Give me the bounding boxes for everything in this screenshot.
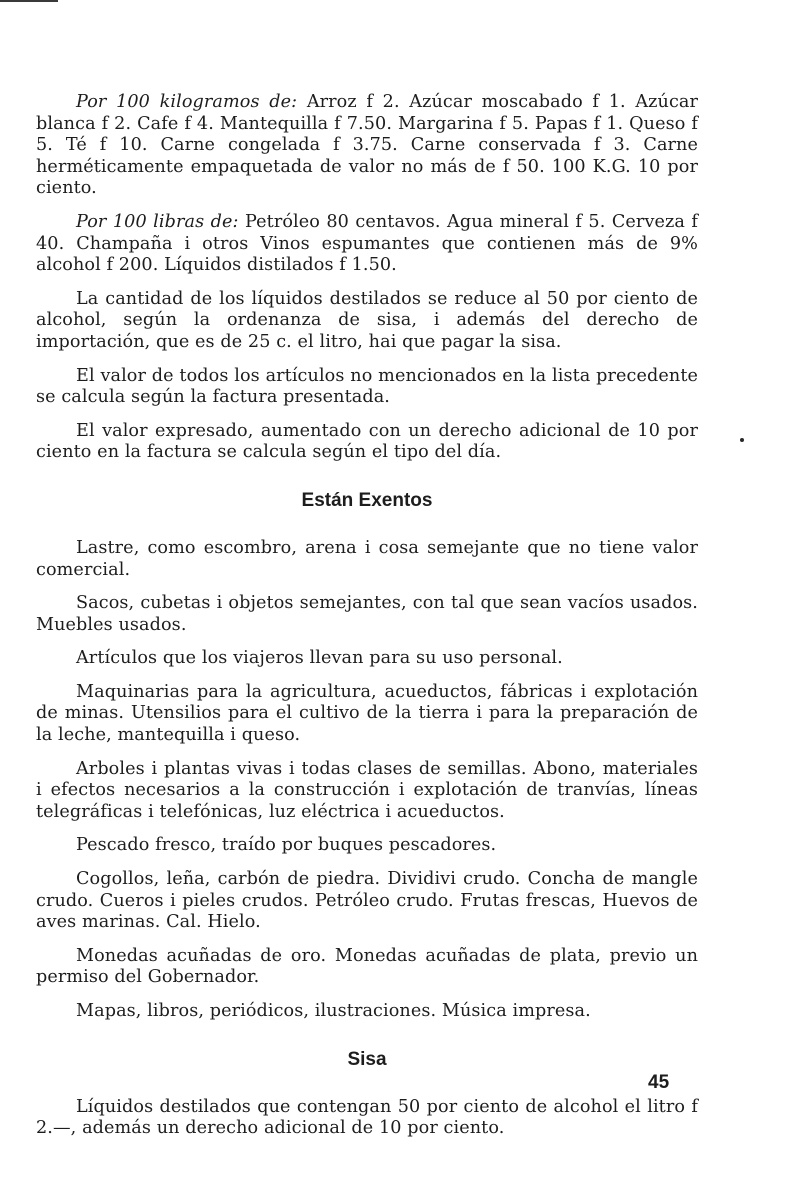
paragraph-por-100-kilogramos (36, 92, 698, 200)
paragraph-exento-mapas: Mapas, libros, periódicos, ilustraciones. Música impresa. (76, 1001, 591, 1021)
paragraph-exento-lastre: Lastre, como escombro, arena i cosa semejante que no tiene valor comercial. (36, 537, 698, 580)
paragraph-por-100-libras (36, 212, 698, 277)
page-body (36, 92, 698, 1152)
paragraph-exento-sacos: Sacos, cubetas i objetos semejantes, con tal que sean vacíos usados. Muebles usados. (36, 593, 698, 635)
paragraph-exento-monedas: Monedas acuñadas de oro. Monedas acuñadas de plata, previo un permiso del Gobernador. (36, 945, 698, 988)
paragraph-text: El valor de todos los artículos no mencionados en la lista precedente se calcula según la factura presentada. (36, 365, 698, 408)
paragraph-text: El valor expresado, aumentado con un derecho adicional de 10 por ciento en la factura se calcula según el tipo del día. (36, 420, 698, 463)
paragraph-lead-italic: Por 100 kilogramos de: (76, 92, 298, 112)
margin-speck (740, 438, 744, 442)
paragraph-liquidos-destilados (36, 289, 698, 354)
top-edge-rule (0, 0, 58, 2)
section-heading-exentos: Están Exentos (301, 489, 433, 511)
paragraph-exento-pescado: Pescado fresco, traído por buques pescadores. (76, 835, 497, 856)
paragraph-lead-italic: Por 100 libras de: (76, 211, 239, 232)
paragraph-text: Arroz f 2. Azúcar moscabado f 1. Azúcar blanca f 2. Cafe f 4. Mantequilla f 7.50. Margarina f 5. Papas f 1. Queso f 5. Té f 10. Carne congelada f 3.75. Carne conservada f 3. Carne herméticamente empaquetada de valor no más de f 50. 100 K.G. 10 por ciento. (36, 92, 698, 199)
paragraph-text: La cantidad de los líquidos destilados se reduce al 50 por ciento de alcohol, según la ordenanza de sisa, i además del derecho de importación, que es de 25 c. el litro, hai que pagar la sisa. (36, 288, 698, 352)
paragraph-valor-articulos (36, 366, 698, 409)
page-number: 45 (648, 1072, 670, 1093)
paragraph-sisa-liquidos: Líquidos destilados que contengan 50 por ciento de alcohol el litro f 2.—, además un derecho adicional de 10 por ciento. (36, 1096, 698, 1139)
paragraph-text: Petróleo 80 centavos. Agua mineral f 5. Cerveza f 40. Champaña i otros Vinos espumantes que contienen más de 9% alcohol f 200. Líquidos distilados f 1.50. (36, 211, 698, 276)
paragraph-exento-cogollos: Cogollos, leña, carbón de piedra. Dividivi crudo. Concha de mangle crudo. Cueros i pieles crudos. Petróleo crudo. Frutas frescas, Huevos de aves marinas. Cal. Hielo. (36, 869, 698, 933)
paragraph-exento-maquinarias: Maquinarias para la agricultura, acueductos, fábricas i explotación de minas. Utensilios para el cultivo de la tierra i para la preparación de la leche, mantequilla i queso. (36, 681, 698, 746)
paragraph-exento-articulos: Artículos que los viajeros llevan para su uso personal. (76, 648, 563, 669)
paragraph-valor-expresado (36, 421, 698, 464)
paragraph-exento-arboles: Arboles i plantas vivas i todas clases de semillas. Abono, materiales i efectos necesarios a la construcción i explotación de tranvías, líneas telegráficas i telefónicas, luz eléctrica i acueductos. (36, 758, 698, 822)
section-heading-sisa: Sisa (347, 1048, 387, 1070)
